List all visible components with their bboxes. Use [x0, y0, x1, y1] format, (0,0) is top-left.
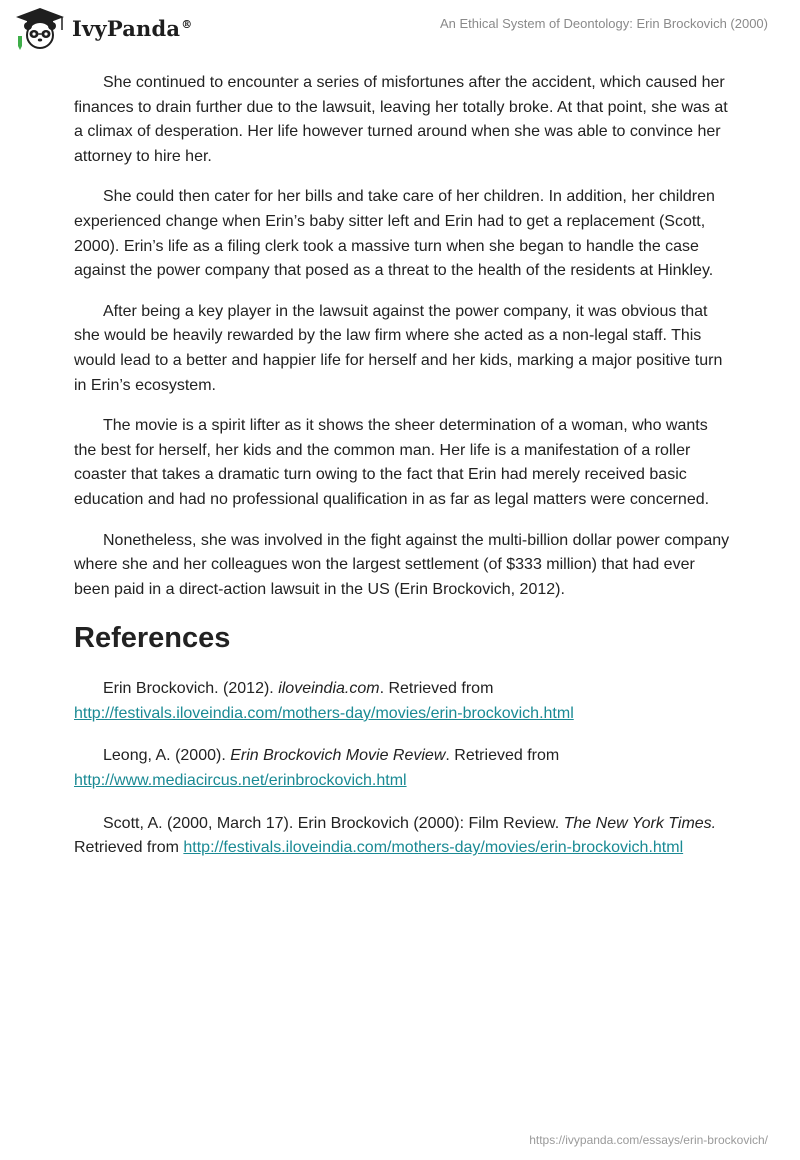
paragraph: After being a key player in the lawsuit against the power company, it was obvious that she would be heavily rewarded by the law firm where she acted as a non-legal staff. This would lead to a better and happier life for herself and her kids, marking a major positive turn in Erin’s ecosystem.	[74, 302, 723, 394]
paragraph: Nonetheless, she was involved in the fight against the multi-billion dollar power company where she and her colleagues won the largest settlement (of $333 million) that had ever been paid in a direct-action lawsuit in the US (Erin Brockovich, 2012).	[74, 531, 730, 598]
brand-name: IvyPanda®	[72, 15, 193, 41]
reference-entry: Leong, A. (2000). Erin Brockovich Movie Review. Retrieved from http://www.mediacircus.net/erinbrockovich.html	[74, 747, 560, 790]
brand-logo[interactable]	[14, 6, 192, 50]
reference-entry: Scott, A. (2000, March 17). Erin Brockovich (2000): Film Review. The New York Times. Retrieved from http://festivals.iloveindia.com/mothers-day/movies/erin-brockovich.html	[74, 814, 717, 857]
paragraph: The movie is a spirit lifter as it shows the sheer determination of a woman, who wants the best for herself, her kids and the common man. Her life is a manifestation of a roller coaster that takes a dramatic turn owing to the fact that Erin had merely received basic education and had no professional qualification in as far as legal matters were concerned.	[74, 417, 710, 508]
panda-mascot-icon	[14, 6, 66, 50]
page-header	[0, 0, 800, 64]
paragraph: She could then cater for her bills and take care of her children. In addition, her children experienced change when Erin’s baby sitter left and Erin had to get a replacement (Scott, 2000). Erin’s life as a filing clerk took a massive turn when she began to handle the case against the power company that posed as a threat to the health of the residents at Hinkley.	[74, 188, 715, 280]
document-title: An Ethical System of Deontology: Erin Brockovich (2000)	[439, 16, 768, 31]
references-heading: References	[74, 622, 231, 655]
reference-link[interactable]: http://www.mediacircus.net/erinbrockovich.html	[74, 772, 407, 790]
reference-entry: Erin Brockovich. (2012). iloveindia.com. Retrieved from http://festivals.iloveindia.com/mothers-day/movies/erin-brockovich.html	[74, 680, 574, 722]
paragraph: She continued to encounter a series of misfortunes after the accident, which caused her finances to drain further due to the lawsuit, leaving her totally broke. At that point, she was at a climax of desperation. Her life however turned around when she was able to convince her attorney to hire her.	[74, 74, 728, 165]
reference-link[interactable]: http://festivals.iloveindia.com/mothers-day/movies/erin-brockovich.html	[183, 839, 684, 857]
reference-link[interactable]: http://festivals.iloveindia.com/mothers-day/movies/erin-brockovich.html	[74, 704, 574, 722]
essay-body	[74, 71, 734, 879]
footer-url: https://ivypanda.com/essays/erin-brockovich/	[529, 1133, 768, 1147]
